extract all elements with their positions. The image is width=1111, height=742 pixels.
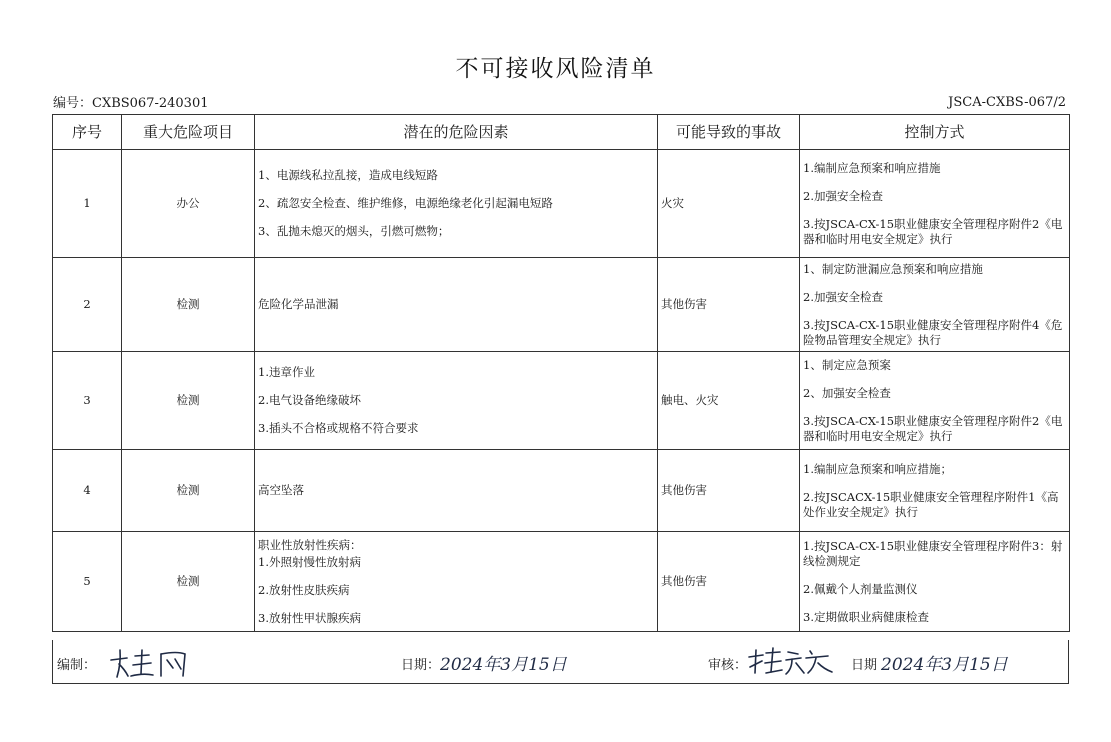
control-line: 2.加强安全检查 bbox=[803, 188, 883, 203]
hazard-line: 2.电气设备绝缘破坏 bbox=[258, 393, 361, 407]
table-row bbox=[53, 258, 1070, 352]
control-line: 3.按JSCA-CX-15职业健康安全管理程序附件2《电器和临时用电安全规定》执行 bbox=[803, 413, 1063, 443]
hazard-factors bbox=[255, 450, 658, 532]
control-line: 2.按JSCACX-15职业健康安全管理程序附件1《高处作业安全规定》执行 bbox=[803, 489, 1059, 519]
accident-type: 其他伤害 bbox=[658, 532, 800, 632]
control-line: 1.按JSCA-CX-15职业健康安全管理程序附件3：射线检测规定 bbox=[803, 538, 1063, 568]
table-row bbox=[53, 450, 1070, 532]
hazard-line: 1、电源线私拉乱接，造成电线短路 bbox=[258, 168, 438, 182]
accident-type: 其他伤害 bbox=[658, 258, 800, 352]
control-measures bbox=[800, 352, 1070, 450]
row-number: 3 bbox=[53, 352, 122, 450]
column-header: 重大危险项目 bbox=[122, 115, 255, 150]
hazard-line: 高空坠落 bbox=[258, 483, 304, 497]
hazard-item: 检测 bbox=[122, 352, 255, 450]
prepared-date-label: 日期： bbox=[401, 658, 441, 673]
risk-table bbox=[52, 114, 1070, 632]
reviewed-date-label: 日期 bbox=[851, 658, 878, 673]
column-header: 控制方式 bbox=[800, 115, 1070, 150]
hazard-line: 3.放射性甲状腺疾病 bbox=[258, 610, 361, 625]
form-number: JSCA-CXBS-067/2 bbox=[948, 95, 1066, 110]
control-measures bbox=[800, 258, 1070, 352]
hazard-item: 办公 bbox=[122, 150, 255, 258]
control-line: 2.佩戴个人剂量监测仪 bbox=[803, 581, 918, 596]
control-line: 1、制定防泄漏应急预案和响应措施 bbox=[803, 261, 983, 276]
control-line: 2、加强安全检查 bbox=[803, 385, 891, 400]
table-row bbox=[53, 150, 1070, 258]
prepared-date: 2024年3月15日 bbox=[440, 655, 567, 675]
row-number: 1 bbox=[53, 150, 122, 258]
column-header: 可能导致的事故 bbox=[658, 115, 800, 150]
control-line: 1.编制应急预案和响应措施 bbox=[803, 160, 941, 175]
hazard-factors bbox=[255, 150, 658, 258]
table-row bbox=[53, 352, 1070, 450]
hazard-line: 危险化学品泄漏 bbox=[258, 297, 339, 311]
hazard-factors bbox=[255, 532, 658, 632]
control-line: 1、制定应急预案 bbox=[803, 357, 891, 372]
page-title: 不可接收风险清单 bbox=[455, 56, 656, 82]
hazard-line: 3、乱抛未熄灭的烟头，引燃可燃物； bbox=[258, 224, 450, 238]
row-number: 2 bbox=[53, 258, 122, 352]
hazard-line: 3.插头不合格或规格不符合要求 bbox=[258, 421, 419, 435]
control-line: 3.定期做职业病健康检查 bbox=[803, 609, 929, 624]
control-measures bbox=[800, 532, 1070, 632]
reviewed-by-label: 审核： bbox=[708, 658, 748, 673]
approval-footer bbox=[52, 640, 1069, 684]
row-number: 5 bbox=[53, 532, 122, 632]
control-line: 2.加强安全检查 bbox=[803, 289, 883, 304]
hazard-factors bbox=[255, 258, 658, 352]
hazard-line: 2、疏忽安全检查、维护维修，电源绝缘老化引起漏电短路 bbox=[258, 196, 553, 210]
table-header-row bbox=[53, 115, 1070, 150]
control-measures bbox=[800, 450, 1070, 532]
table-row bbox=[53, 532, 1070, 632]
hazard-heading: 职业性放射性疾病： bbox=[258, 537, 362, 552]
control-line: 1.编制应急预案和响应措施； bbox=[803, 461, 952, 476]
hazard-item: 检测 bbox=[122, 258, 255, 352]
accident-type: 触电、火灾 bbox=[658, 352, 800, 450]
accident-type: 其他伤害 bbox=[658, 450, 800, 532]
row-number: 4 bbox=[53, 450, 122, 532]
hazard-item: 检测 bbox=[122, 532, 255, 632]
prepared-by-signature bbox=[105, 644, 200, 682]
control-line: 3.按JSCA-CX-15职业健康安全管理程序附件2《电器和临时用电安全规定》执行 bbox=[803, 216, 1063, 246]
control-line: 3.按JSCA-CX-15职业健康安全管理程序附件4《危险物品管理安全规定》执行 bbox=[803, 317, 1063, 347]
column-header: 序号 bbox=[53, 115, 122, 150]
reviewed-by-signature bbox=[746, 645, 841, 679]
hazard-line: 1.违章作业 bbox=[258, 365, 315, 379]
prepared-by-label: 编制： bbox=[57, 658, 97, 673]
hazard-factors bbox=[255, 352, 658, 450]
document-number: 编号：CXBS067-240301 bbox=[53, 96, 209, 111]
hazard-item: 检测 bbox=[122, 450, 255, 532]
hazard-line: 1.外照射慢性放射病 bbox=[258, 554, 361, 569]
accident-type: 火灾 bbox=[658, 150, 800, 258]
column-header: 潜在的危险因素 bbox=[255, 115, 658, 150]
control-measures bbox=[800, 150, 1070, 258]
hazard-line: 2.放射性皮肤疾病 bbox=[258, 582, 350, 597]
reviewed-date: 2024年3月15日 bbox=[881, 655, 1008, 675]
